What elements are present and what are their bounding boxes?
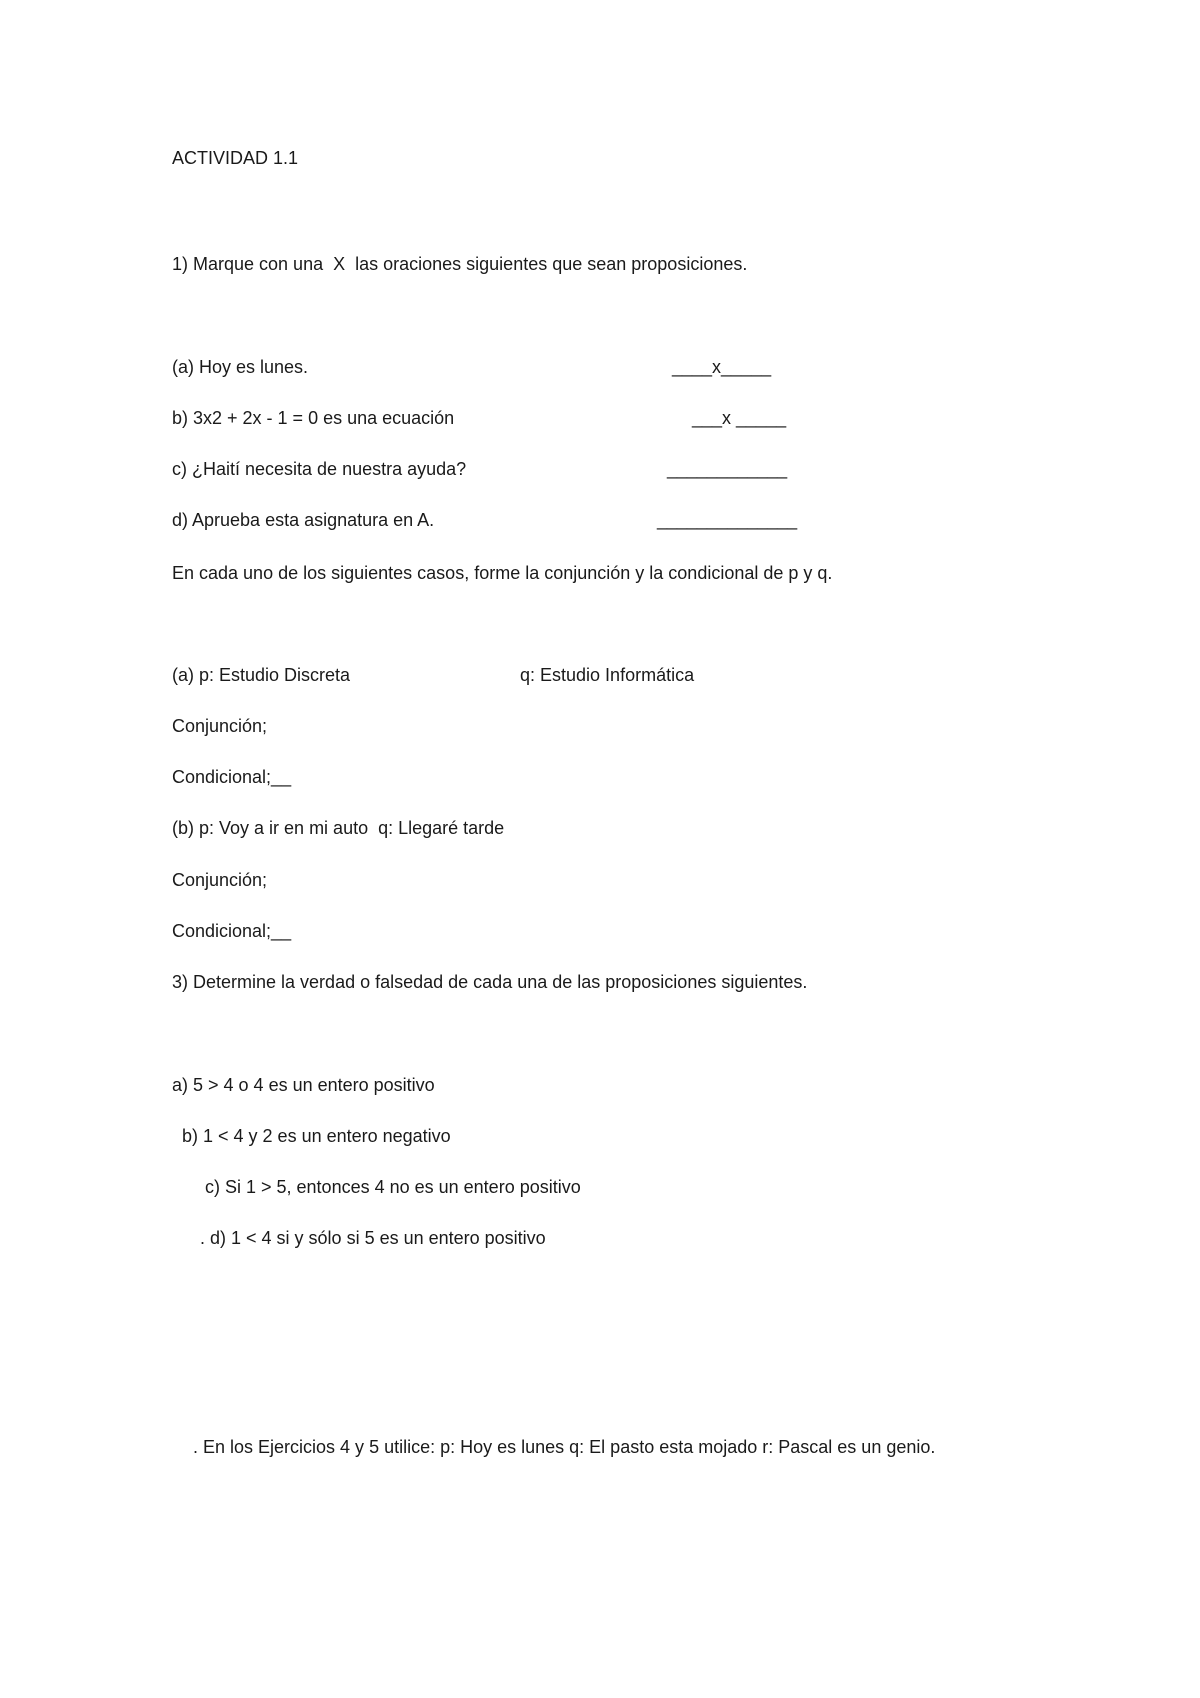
q1-answer-c: ____________ [667, 459, 788, 479]
case-a-q: q: Estudio Informática [520, 665, 695, 685]
q1-item-c: c) ¿Haití necesita de nuestra ayuda? [172, 459, 467, 479]
footer-instruction: . En los Ejercicios 4 y 5 utilice: p: Hoy es lunes q: El pasto esta mojado r: Pascal es un genio. [193, 1437, 936, 1457]
case-a-p: (a) p: Estudio Discreta [172, 665, 351, 685]
q1-answer-a: ____x_____ [672, 357, 772, 377]
q1-item-a: (a) Hoy es lunes. [172, 357, 309, 377]
case-a-condicional: Condicional;__ [172, 767, 292, 787]
case-b-condicional: Condicional;__ [172, 921, 292, 941]
q1-answer-b: ___x _____ [692, 408, 787, 428]
q3-item-c: c) Si 1 > 5, entonces 4 no es un entero positivo [205, 1177, 581, 1197]
q1-item-b: b) 3x2 + 2x - 1 = 0 es una ecuación [172, 408, 455, 428]
case-b-conjuncion: Conjunción; [172, 870, 268, 890]
q3-item-b: b) 1 < 4 y 2 es un entero negativo [182, 1126, 451, 1146]
q3-item-d: . d) 1 < 4 si y sólo si 5 es un entero positivo [200, 1228, 546, 1248]
q1-item-d: d) Aprueba esta asignatura en A. [172, 510, 435, 530]
case-a-conjuncion: Conjunción; [172, 716, 268, 736]
q3-item-a: a) 5 > 4 o 4 es un entero positivo [172, 1075, 435, 1095]
question-1-prompt: 1) Marque con una X las oraciones siguientes que sean proposiciones. [172, 254, 748, 274]
q1-answer-d: ______________ [657, 510, 798, 530]
document-title: ACTIVIDAD 1.1 [172, 148, 299, 168]
question-3-prompt: 3) Determine la verdad o falsedad de cada una de las proposiciones siguientes. [172, 972, 808, 992]
question-2-prompt: En cada uno de los siguientes casos, forme la conjunción y la condicional de p y q. [172, 563, 833, 583]
case-b-pq: (b) p: Voy a ir en mi auto q: Llegaré tarde [172, 818, 505, 838]
